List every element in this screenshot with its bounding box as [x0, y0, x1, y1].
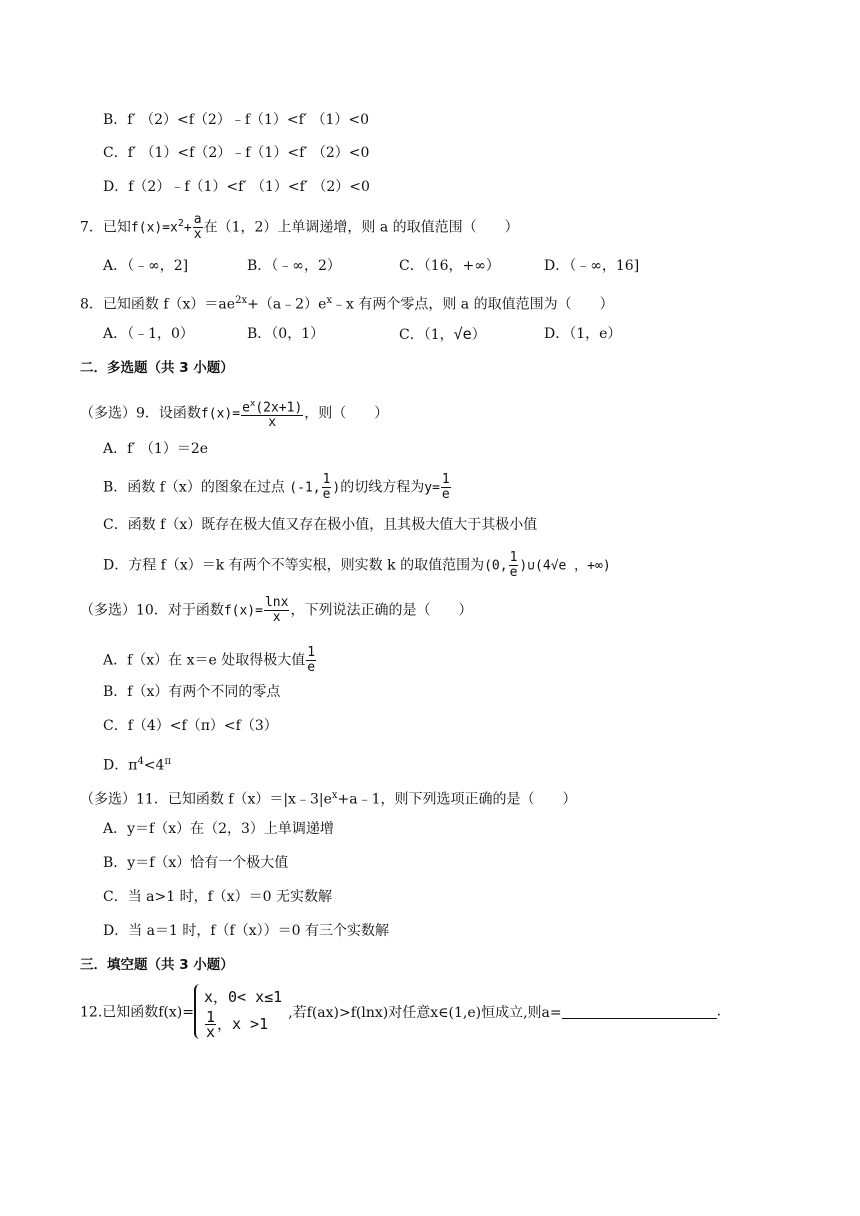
q9-y-frac [441, 473, 451, 502]
q6-option-d: D．f（2）﹣f（1）<f′ （1）<f′ （2）<0 [103, 179, 370, 195]
q12-case-2-cond: ，x >1 [217, 1015, 269, 1033]
q9-prefix: （多选）9．设函数 [80, 405, 201, 422]
q9-frac-num-sup: x [249, 399, 256, 409]
q7-exp: 2 [177, 217, 184, 229]
q9-option-b-pre: B．函数 f（x）的图象在过点 [103, 479, 285, 496]
q10-option-d-sup-1: 4 [137, 756, 144, 767]
q8-text-2: +（a﹣2）e [247, 296, 327, 313]
q9-y-den: e [441, 487, 450, 502]
q9-option-d-pre: D．方程 f（x）＝k 有两个不等实根，则实数 k 的取值范围为 [103, 557, 485, 574]
q12-suffix: ,若f(ax)>f(lnx)对任意x∈(1,e)恒成立,则a= [288, 1004, 562, 1021]
q6-option-c: C．f′ （1）<f（2）﹣f（1）<f′ （2）<0 [103, 145, 370, 161]
q9-point-pre: (-1, [289, 480, 321, 496]
q10-prefix: （多选）10．对于函数 [80, 602, 224, 619]
q9-fx: f(x)= [200, 406, 241, 422]
q9-point-den: e [322, 487, 331, 502]
q12-piecewise [194, 984, 282, 1039]
q6-option-b: B．f′ （2）<f（2）﹣f（1）<f′ （1）<0 [103, 112, 369, 128]
q11-text-1: （多选）11．已知函数 f（x）＝|x﹣3|e [80, 791, 332, 808]
q7-frac-den: x [193, 227, 202, 242]
q12-case-2-den: x [206, 1023, 216, 1041]
q8-option-c-sqrt: √e [453, 325, 472, 343]
q9-suffix: ，则（ ） [304, 405, 389, 422]
q9-option-d [103, 551, 611, 580]
q9-frac-num-rest: (2x+1) [255, 400, 303, 416]
q12-brace [194, 984, 204, 1039]
q12-answer-blank[interactable] [562, 1004, 717, 1019]
q9-frac-num [241, 397, 303, 416]
q12-case-2-frac [205, 1010, 216, 1039]
q12-case-2 [204, 1010, 282, 1039]
q9-fraction [241, 397, 303, 430]
q12-prefix: 12.已知函数f(x)= [80, 1004, 194, 1021]
q8-option-c-pre: C．（1， [399, 327, 454, 343]
q7-frac-num: a [193, 212, 202, 227]
q10-frac-den: x [272, 610, 281, 625]
q8-option-b: B．（0，1） [247, 326, 325, 342]
q10-frac-num: lnx [264, 595, 289, 610]
q8-option-d: D．（1，e） [544, 326, 622, 342]
q8-sup-1: 2x [235, 295, 248, 306]
q7-suffix: 在（1，2）上单调递增，则 a 的取值范围（ ） [203, 219, 519, 236]
q10-option-a-num: 1 [307, 645, 316, 660]
q9-stem [80, 397, 388, 430]
section-heading-multi-choice: 二．多选题（共 3 小题） [80, 360, 234, 376]
q9-range-den: e [509, 565, 518, 580]
q10-option-a-pre: A．f（x）在 x＝e 处取得极大值 [103, 652, 306, 669]
q11-option-b: B．y＝f（x）恰有一个极大值 [103, 855, 289, 871]
q10-fx: f(x)= [223, 603, 263, 619]
q9-range-frac [509, 551, 519, 580]
q9-y-num: 1 [441, 472, 450, 487]
q9-y: y= [424, 480, 440, 496]
q7-prefix: 7．已知 [80, 219, 131, 236]
q8-option-a: A．（﹣1，0） [103, 326, 194, 342]
q9-point-post: ) [332, 480, 341, 496]
q9-option-a: A．f′ （1）＝2e [103, 441, 209, 457]
q12-case-2-num: 1 [206, 1008, 216, 1026]
q11-stem [80, 786, 577, 810]
q8-text-1: 8．已知函数 f（x）＝ae [80, 296, 236, 313]
q8-sup-2: x [326, 295, 333, 306]
q7-option-d: D．（﹣∞，16] [544, 258, 640, 274]
q11-option-d: D．当 a＝1 时，f（f（x））＝0 有三个实数解 [103, 923, 389, 939]
q9-option-b-mid: 的切线方程为 [340, 479, 425, 496]
q8-text-3: ﹣x 有两个零点，则 a 的取值范围为（ ） [332, 296, 614, 313]
q9-option-c: C．函数 f（x）既存在极大值又存在极小值，且其极大值大于其极小值 [103, 517, 538, 533]
section-heading-fill-in: 三．填空题（共 3 小题） [80, 957, 234, 973]
q10-option-d-mid: <4 [143, 757, 165, 774]
q9-frac-den: x [268, 415, 277, 431]
q9-range-num: 1 [509, 550, 518, 565]
q10-option-d-pre: D．π [103, 757, 138, 774]
q8-option-c [399, 324, 486, 345]
q11-text-2: +a﹣1，则下列选项正确的是（ ） [337, 791, 577, 808]
q7-stem [80, 213, 519, 242]
q10-option-a [103, 646, 317, 675]
q7-fraction [193, 213, 203, 242]
q8-stem [80, 291, 614, 315]
q9-frac-num-base: e [242, 400, 250, 416]
q10-option-c: C．f（4）<f（π）<f（3） [103, 718, 278, 734]
q10-option-d [103, 752, 171, 776]
q7-option-b: B．（﹣∞，2） [247, 258, 341, 274]
q9-option-b [103, 473, 452, 502]
q12-end: . [716, 1003, 722, 1020]
q9-range-1: (0, [484, 558, 508, 574]
q11-sup: x [331, 790, 338, 801]
q7-option-c: C．（16，+∞） [399, 258, 500, 274]
q12-stem [80, 984, 721, 1039]
q9-range-2: )∪(4√e ，+∞) [519, 558, 611, 574]
q10-suffix: ，下列说法正确的是（ ） [290, 602, 473, 619]
q8-option-c-post: ） [471, 327, 486, 343]
q10-option-b: B．f（x）有两个不同的零点 [103, 684, 281, 700]
q7-plus: + [183, 220, 192, 236]
q10-option-d-sup-2: π [164, 756, 172, 767]
q10-fraction [264, 596, 289, 625]
q11-option-a: A．y＝f（x）在（2，3）上单调递增 [103, 821, 334, 837]
q10-option-a-frac [306, 646, 316, 675]
q7-fx: f(x)=x [130, 220, 178, 236]
q10-stem [80, 596, 472, 625]
q9-point-num: 1 [322, 472, 331, 487]
q11-option-c: C．当 a>1 时，f（x）＝0 无实数解 [103, 889, 333, 905]
q9-point-frac [322, 473, 332, 502]
q10-option-a-den: e [307, 660, 316, 675]
q7-option-a: A．（﹣∞，2] [103, 258, 189, 274]
q12-case-1: x，0< x≤1 [204, 988, 283, 1006]
